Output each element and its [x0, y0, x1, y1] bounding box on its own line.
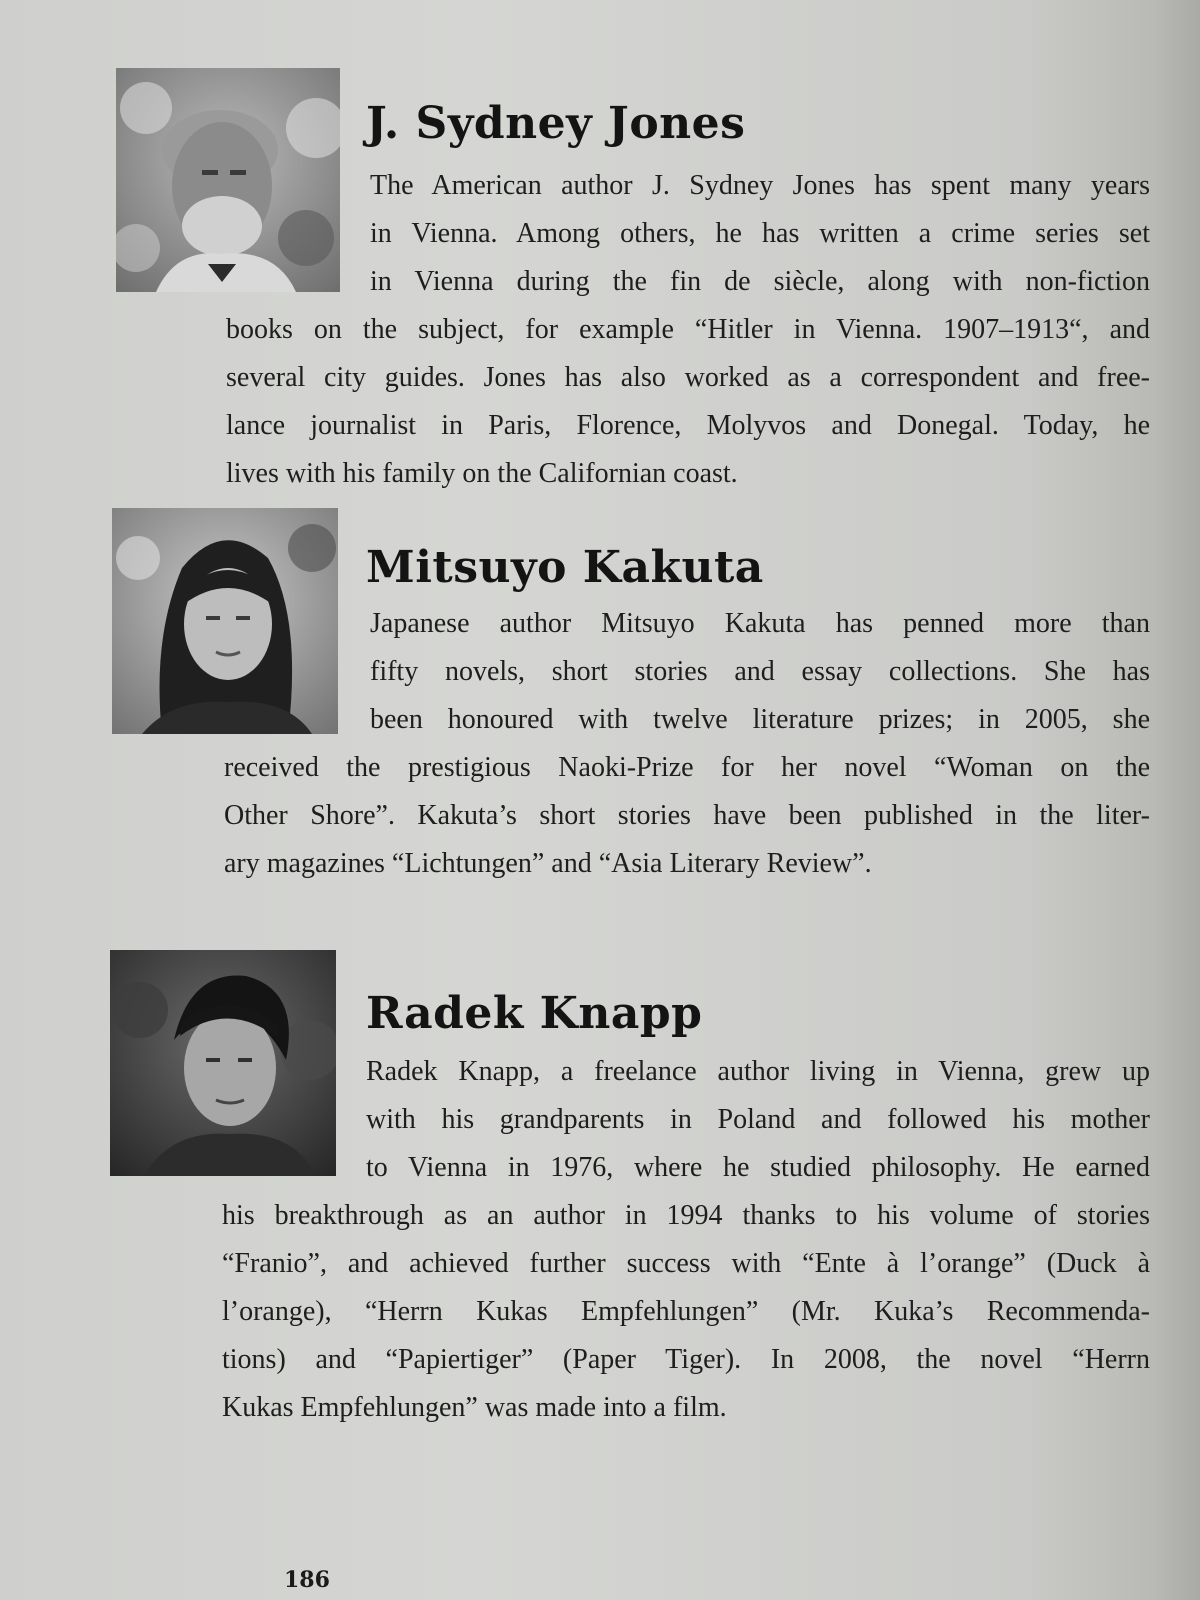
bio-line: Radek Knapp, a freelance author living in Vienna, grew up — [366, 1056, 1150, 1087]
bio-line: l’orange), “Herrn Kukas Empfehlungen” (Mr. Kuka’s Recommenda- — [222, 1296, 1150, 1327]
bio-line: Kukas Empfehlungen” was made into a film. — [222, 1392, 727, 1423]
bio-line: several city guides. Jones has also worked as a correspondent and free- — [226, 362, 1150, 393]
bio-line: lance journalist in Paris, Florence, Molyvos and Donegal. Today, he — [226, 410, 1150, 441]
author-photo-kakuta — [112, 508, 338, 734]
bio-line: been honoured with twelve literature prizes; in 2005, she — [370, 704, 1150, 735]
author-name: Mitsuyo Kakuta — [366, 542, 764, 593]
bio-line: “Franio”, and achieved further success with “Ente à l’orange” (Duck à — [222, 1248, 1150, 1279]
bio-line: in Vienna. Among others, he has written a crime series set — [370, 218, 1150, 249]
bio-line: ary magazines “Lichtungen” and “Asia Literary Review”. — [224, 848, 872, 879]
portrait-man-icon — [110, 950, 336, 1176]
page-number: 186 — [284, 1567, 330, 1593]
bio-line: received the prestigious Naoki-Prize for her novel “Woman on the — [224, 752, 1150, 783]
bio-line: Japanese author Mitsuyo Kakuta has penned more than — [370, 608, 1150, 639]
bio-line: with his grandparents in Poland and followed his mother — [366, 1104, 1150, 1135]
author-photo-knapp — [110, 950, 336, 1176]
author-name: J. Sydney Jones — [366, 98, 746, 149]
bio-line: Other Shore”. Kakuta’s short stories have been published in the liter- — [224, 800, 1150, 831]
bio-line: The American author J. Sydney Jones has spent many years — [370, 170, 1150, 201]
bio-line: to Vienna in 1976, where he studied philosophy. He earned — [366, 1152, 1150, 1183]
portrait-man-beard-icon — [116, 68, 340, 292]
bio-line: his breakthrough as an author in 1994 thanks to his volume of stories — [222, 1200, 1150, 1231]
bio-line: fifty novels, short stories and essay collections. She has — [370, 656, 1150, 687]
portrait-woman-icon — [112, 508, 338, 734]
bio-line: tions) and “Papiertiger” (Paper Tiger). In 2008, the novel “Herrn — [222, 1344, 1150, 1375]
bio-line: in Vienna during the fin de siècle, along with non-fiction — [370, 266, 1150, 297]
author-name: Radek Knapp — [366, 988, 703, 1039]
author-photo-jones — [116, 68, 340, 292]
bio-line: lives with his family on the Californian coast. — [226, 458, 738, 489]
bio-line: books on the subject, for example “Hitler in Vienna. 1907–1913“, and — [226, 314, 1150, 345]
